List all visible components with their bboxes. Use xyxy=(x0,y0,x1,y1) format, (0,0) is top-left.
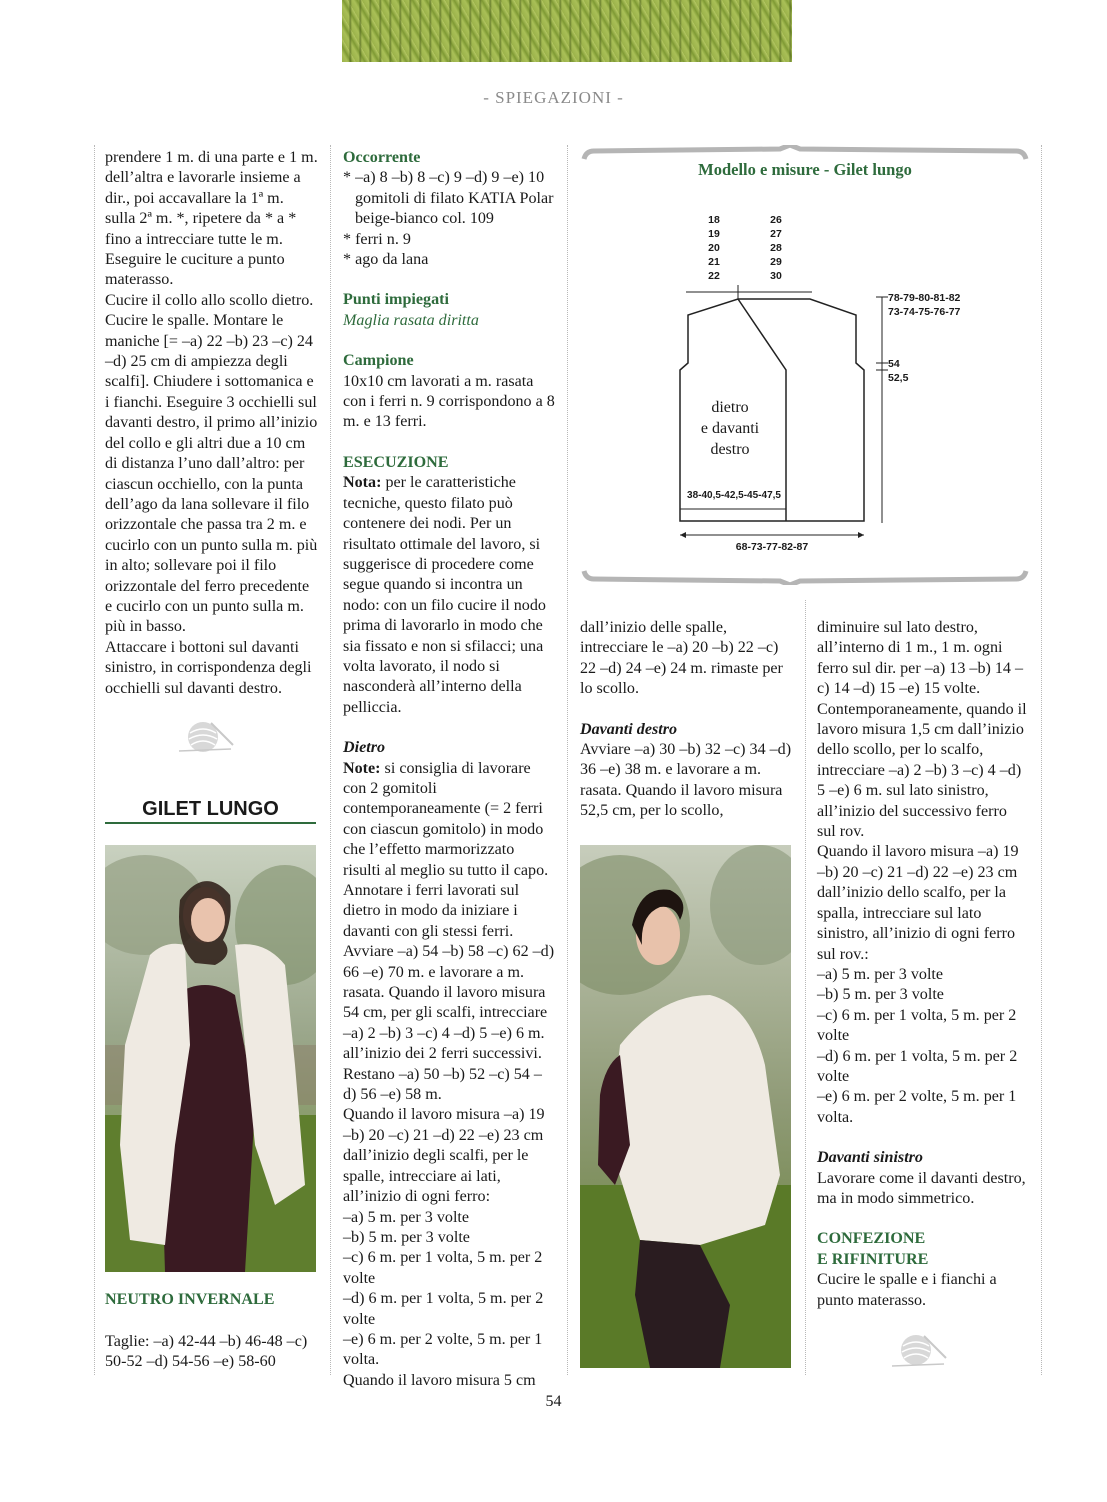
measure-label: 21 xyxy=(708,256,720,268)
paragraph: Avviare –a) 30 –b) 32 –c) 34 –d) 36 –e) 38 m. e lavorare a m. rasata. Quando il lavoro misura 52,5 cm, per lo scollo, xyxy=(580,741,792,820)
paragraph: Avviare –a) 54 –b) 58 –c) 62 –d) 66 –e) 70 m. e lavorare a m. rasata. Quando il lavoro misura 54 cm, per gli scalfi, intrecciare –a) 2 –b) 3 –c) 4 –d) 5 –e) 6 m. all’inizio dei 2 ferri successivi. Restano –a) 50 –b) 52 –c) 54 –d) 56 –e) 58 m. xyxy=(343,943,555,1104)
measure-label: 27 xyxy=(770,228,782,240)
heading-davanti-sinistro: Davanti sinistro xyxy=(817,1149,923,1167)
list-item: –b) 5 m. per 3 volte xyxy=(343,1228,470,1246)
page-number: 54 xyxy=(545,1393,562,1410)
paragraph: dall’inizio delle spalle, intrecciare le –a) 20 –b) 22 –c) 22 –d) 24 –e) 24 m. rimaste per lo scollo. xyxy=(580,619,783,698)
heading-confezione: CONFEZIONE xyxy=(817,1230,926,1248)
total-length-measures xyxy=(888,291,960,319)
heading-esecuzione: ESECUZIONE xyxy=(343,453,449,471)
section-title: - SPIEGAZIONI - xyxy=(483,88,624,107)
note-label: Note: xyxy=(343,759,381,777)
note-text: si consiglia di lavorare con 2 gomitoli contemporaneamente (= 2 ferri con ciascun gomitolo) in modo che l’effetto marmorizzato risulti al meglio su tutto il capo. Annotare i ferri lavorati sul dietro in modo da iniziare i davanti con gli stessi ferri. xyxy=(343,759,549,940)
column-rule xyxy=(94,145,95,1375)
armhole-height-measures xyxy=(888,357,908,385)
measure-label: 26 xyxy=(770,214,782,226)
collection-label: NEUTRO INVERNALE xyxy=(105,1291,275,1308)
material-item: * –a) 8 –b) 8 –c) 9 –d) 9 –e) 10 gomitoli di filato KATIA Polar beige-bianco col. 109 xyxy=(343,169,554,228)
measure-label: 73-74-75-76-77 xyxy=(888,306,961,318)
piece-label xyxy=(690,397,770,460)
sizes-values: –a) 42-44 –b) 46-48 –c) 50-52 –d) 54-56 –e) 58-60 xyxy=(105,1333,308,1371)
piece-label-line: e davanti xyxy=(700,420,760,437)
paragraph: Eseguire le cuciture a punto materasso. xyxy=(105,251,285,289)
model-photo-right xyxy=(580,845,791,1368)
measure-label: 54 xyxy=(888,358,900,370)
heading-davanti-destro: Davanti destro xyxy=(580,720,678,738)
column-4 xyxy=(817,618,1029,1311)
paragraph: prendere 1 m. di una parte e 1 m. dell’altra e lavorarle insieme a dir., poi accavallare la 1ª m. sulla 2ª m. *, ripetere da * a * fino a intrecciare tutte le m. xyxy=(105,149,318,248)
list-item: –c) 6 m. per 1 volta, 5 m. per 2 volte xyxy=(817,1006,1017,1045)
column-rule xyxy=(805,600,806,1375)
material-item: * ferri n. 9 xyxy=(343,230,411,248)
list-item: –d) 6 m. per 1 volta, 5 m. per 2 volte xyxy=(817,1047,1018,1085)
paragraph: Quando il lavoro misura 5 cm xyxy=(343,1371,536,1389)
stitch-name: Maglia rasata diritta xyxy=(343,311,479,329)
list-item: –a) 5 m. per 3 volte xyxy=(343,1208,470,1226)
paragraph: Quando il lavoro misura –a) 19 –b) 20 –c) 21 –d) 22 –e) 23 cm dall’inizio degli scalfi, per le spalle, intrecciare ai lati, all’inizio di ogni ferro: xyxy=(343,1106,545,1206)
paragraph: Cucire il collo allo scollo dietro. Cucire le spalle. Montare le maniche [= –a) 22 –b) 23 –c) 24 –d) 25 cm di ampiezza degli scalfi]. Chiudere i sottomanica e i fianchi. Eseguire 3 occhielli sul davanti destro, il primo all’inizio del collo e gli altri due a 10 cm di distanza l’uno dall’altro: per ciascun occhiello, con la punta dell’ago da lana sollevare il filo orizzontale che passa tra 2 m. e cucirlo con un punto sulla m. più in alto; sollevare poi il filo orizzontale del ferro precedente e cucirlo con un punto sulla m. più in basso. xyxy=(105,291,318,636)
paragraph: Attaccare i bottoni sul davanti sinistro, in corrispondenza degli occhielli sul davanti destro. xyxy=(105,638,312,697)
diagram-title: Modello e misure - Gilet lungo xyxy=(698,160,912,179)
back-width-measure: 68-73-77-82-87 xyxy=(735,541,809,553)
yarn-ball-icon xyxy=(175,715,235,755)
list-item: –c) 6 m. per 1 volta, 5 m. per 2 volte xyxy=(343,1249,543,1287)
diagram-frame xyxy=(580,145,1030,585)
material-item: * ago da lana xyxy=(343,251,429,269)
list-item: –a) 5 m. per 3 volte xyxy=(817,965,944,983)
column-3 xyxy=(580,618,792,822)
note-label: Nota: xyxy=(343,474,382,492)
sizes-text xyxy=(105,1332,320,1373)
shoulder-left-measures xyxy=(700,213,728,283)
measure-label: 30 xyxy=(770,270,782,282)
heading-rifiniture: E RIFINITURE xyxy=(817,1250,929,1268)
schematic-diagram xyxy=(580,145,1030,585)
title-underline xyxy=(105,822,316,824)
paragraph: Contemporaneamente, quando il lavoro misura 1,5 cm dall’inizio dello scollo, per lo scalfo, intrecciare –a) 2 –b) 3 –c) 4 –d) 5 –e) 6 m. sul lato sinistro, all’inizio del successivo ferro sul rov. xyxy=(817,700,1027,841)
list-item: –d) 6 m. per 1 volta, 5 m. per 2 volte xyxy=(343,1290,544,1328)
knit-swatch-image xyxy=(342,0,792,62)
yarn-ball-icon xyxy=(888,1330,948,1370)
measure-label: 28 xyxy=(770,242,782,254)
note-text: per le caratteristiche tecniche, questo filato può contenere dei nodi. Per un risultato ottimale del lavoro, si suggerisce di procedere come segue quando si incontra un nodo: con un filo cucire il nodo prima di lavorarlo in modo che sia fissato e non si sfilacci; una volta lavorato, il nodo si nasconderà all’interno della pelliccia. xyxy=(343,474,546,716)
column-2 xyxy=(343,148,555,1391)
paragraph: Lavorare come il davanti destro, ma in modo simmetrico. xyxy=(817,1169,1026,1207)
list-item: –b) 5 m. per 3 volte xyxy=(817,986,944,1004)
measure-label: 22 xyxy=(708,270,720,282)
list-item: –e) 6 m. per 2 volte, 5 m. per 1 volta. xyxy=(817,1088,1017,1126)
column-rule xyxy=(330,145,331,1375)
heading-occorrente: Occorrente xyxy=(343,149,421,166)
paragraph: Quando il lavoro misura –a) 19 –b) 20 –c) 21 –d) 22 –e) 23 cm dall’inizio dello scalfo, per la spalla, intrecciare sul lato sinistro, all’inizio di ogni ferro sul rov.: xyxy=(817,843,1019,963)
front-width-measure: 38-40,5-42,5-45-47,5 xyxy=(687,490,781,501)
piece-label-line: destro xyxy=(710,441,750,458)
heading-campione: Campione xyxy=(343,352,414,370)
sizes-label: Taglie: xyxy=(105,1333,150,1350)
list-item: –e) 6 m. per 2 volte, 5 m. per 1 volta. xyxy=(343,1330,543,1369)
heading-punti: Punti impiegati xyxy=(343,291,449,309)
paragraph: 10x10 cm lavorati a m. rasata con i ferri n. 9 corrispondono a 8 m. e 13 ferri. xyxy=(343,372,555,431)
paragraph xyxy=(343,473,555,718)
shoulder-right-measures xyxy=(762,213,790,283)
model-photo-left xyxy=(105,845,316,1272)
measure-label: 19 xyxy=(708,228,720,240)
measure-label: 20 xyxy=(708,242,720,254)
measure-label: 29 xyxy=(770,256,782,268)
measure-label: 78-79-80-81-82 xyxy=(888,292,961,304)
heading-dietro: Dietro xyxy=(343,739,386,757)
column-1 xyxy=(105,148,318,699)
paragraph: diminuire sul lato destro, all’interno di 1 m., 1 m. ogni ferro sul dir. per –a) 13 –b) 14 –c) 14 –d) 15 –e) 15 volte. xyxy=(817,619,1024,698)
piece-label-line: dietro xyxy=(711,399,749,416)
measure-label: 52,5 xyxy=(888,372,909,384)
column-rule xyxy=(1041,145,1042,1375)
paragraph: Cucire le spalle e i fianchi a punto materasso. xyxy=(817,1271,997,1309)
column-rule xyxy=(567,145,568,1375)
pattern-title: GILET LUNGO xyxy=(142,798,279,820)
paragraph xyxy=(343,759,555,943)
measure-label: 18 xyxy=(708,214,720,226)
